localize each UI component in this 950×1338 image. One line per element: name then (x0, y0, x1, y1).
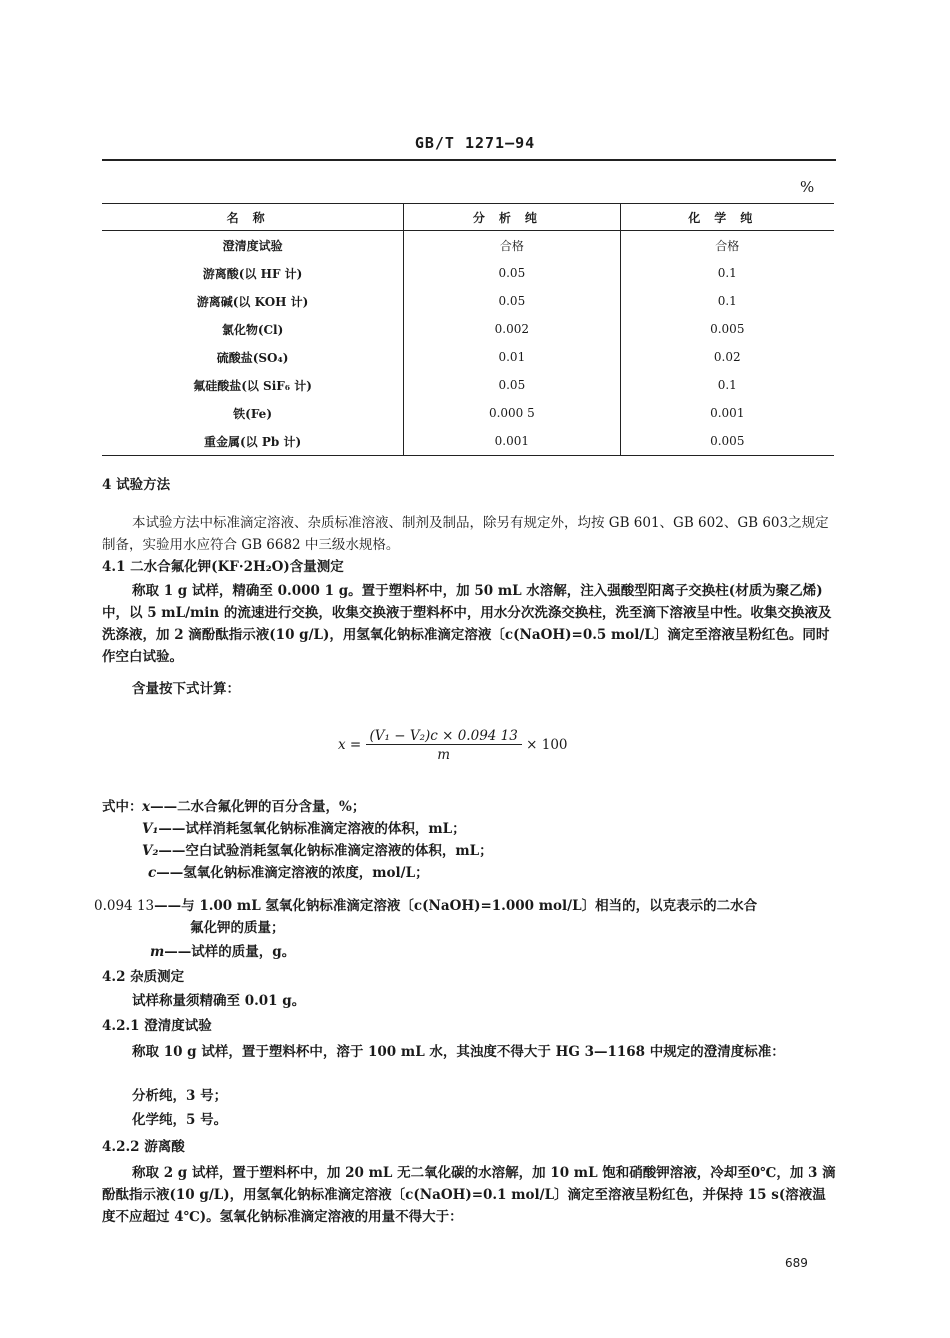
section-4-2-2-text: 称取 2 g 试样，置于塑料杯中，加 20 mL 无二氧化碳的水溶解，加 10 mL 饱和硝酸钾溶液，冷却至0℃，加 3 滴酚酞指示液(10 g/L)，用氢氧化钠标准滴定溶液〔c(NaOH)=0.1 mol/L〕滴定至溶液呈粉红色，并保持 15 s(溶液温度不应超过 4℃)。氢氧化钠标准滴定溶液的用量不得大于： (102, 1165, 836, 1225)
calc-intro: 含量按下式计算： (132, 681, 240, 697)
table-row (102, 343, 834, 371)
formula-numerator: (V₁ − V₂)c × 0.094 13 (366, 728, 522, 745)
table-header-row (102, 204, 834, 231)
where-symbol: 0.094 13 (94, 898, 155, 914)
table-cell-item: 游离碱(以 KOH 计) (196, 294, 309, 309)
column-header-analytical: 分析纯 (404, 204, 620, 231)
where-symbol: x (142, 799, 151, 815)
table-row (102, 231, 834, 260)
where-desc: ——氢氧化钠标准滴定溶液的浓度，mol/L； (156, 865, 429, 881)
table-cell-item: 氯化物(Cl) (221, 322, 284, 337)
where-item-continuation: 氟化钾的质量； (190, 920, 285, 936)
table-cell-chemical: 0.005 (620, 315, 834, 343)
column-header-name: 名称 (102, 204, 404, 231)
where-item-c (142, 862, 493, 884)
where-desc: ——二水合氟化钾的百分含量，%； (150, 799, 366, 815)
table-cell-item: 铁(Fe) (233, 406, 272, 421)
where-symbol: V₁ (142, 821, 159, 837)
where-item-v1 (142, 818, 493, 840)
header-rule (102, 159, 836, 161)
where-symbol: V₂ (142, 843, 159, 859)
table-cell-chemical: 0.02 (620, 343, 834, 371)
where-item-x (142, 796, 493, 818)
table-cell-chemical: 0.1 (620, 371, 834, 399)
column-header-chemical: 化学纯 (620, 204, 834, 231)
formula-lhs: x = (338, 737, 362, 753)
table-row (102, 259, 834, 287)
where-item-m (150, 941, 295, 963)
table-cell-chemical: 合格 (620, 231, 834, 260)
table-cell-chemical: 0.001 (620, 399, 834, 427)
table-cell-chemical: 0.1 (620, 259, 834, 287)
table-cell-analytical: 0.05 (404, 371, 620, 399)
where-symbol: c (148, 865, 157, 881)
clarity-item-analytical: 分析纯，3 号； (132, 1088, 228, 1104)
table-cell-chemical: 0.1 (620, 287, 834, 315)
where-item-v2 (142, 840, 493, 862)
table-cell-analytical: 0.05 (404, 287, 620, 315)
section-4-intro: 本试验方法中标准滴定溶液、杂质标准溶液、制剂及制品，除另有规定外，均按 GB 601、GB 602、GB 603之规定制备，实验用水应符合 GB 6682 中三级水规格。 (102, 515, 829, 553)
specification-table (102, 203, 834, 456)
section-4-2-2-title: 4.2.2 游离酸 (102, 1139, 185, 1155)
section-4-2-1-text: 称取 10 g 试样，置于塑料杯中，溶于 100 mL 水，其浊度不得大于 HG 3—1168 中规定的澄清度标准： (132, 1044, 785, 1060)
section-4-1-text: 称取 1 g 试样，精确至 0.000 1 g。置于塑料杯中，加 50 mL 水溶解，注入强酸型阳离子交换柱(材质为聚乙烯)中，以 5 mL/min 的流速进行交换，收集交换液于塑料杯中，用水分次洗涤交换柱，洗至滴下溶液呈中性。收集交换液及洗涤液，加 2 滴酚酞指示液(10 g/L)，用氢氧化钠标准滴定溶液〔c(NaOH)=0.5 mol/L〕滴定至溶液呈粉红色。同时作空白试验。 (102, 583, 832, 665)
clarity-item-chemical: 化学纯，5 号。 (132, 1112, 228, 1128)
where-desc: ——试样消耗氢氧化钠标准滴定溶液的体积，mL； (158, 821, 466, 837)
where-desc: ——空白试验消耗氢氧化钠标准滴定溶液的体积，mL； (158, 843, 493, 859)
page-number: 689 (785, 1256, 808, 1270)
table-unit: % (800, 178, 815, 196)
table-cell-item: 游离酸(以 HF 计) (202, 266, 303, 281)
table-cell-analytical: 0.05 (404, 259, 620, 287)
section-4-1-title: 4.1 二水合氟化钾(KF·2H₂O)含量测定 (102, 559, 344, 575)
where-symbol: m (150, 944, 165, 960)
table-cell-item: 澄清度试验 (222, 238, 283, 253)
where-desc: ——试样的质量，g。 (164, 944, 296, 960)
where-label: 式中： (102, 799, 143, 815)
section-4-2-title: 4.2 杂质测定 (102, 969, 185, 985)
section-4-title: 4 试验方法 (102, 477, 171, 493)
table-cell-analytical: 0.001 (404, 427, 620, 456)
table-cell-item: 硫酸盐(SO₄) (216, 350, 289, 365)
table-cell-item: 重金属(以 Pb 计) (102, 427, 404, 456)
where-desc: ——与 1.00 mL 氢氧化钠标准滴定溶液〔c(NaOH)=1.000 mol/L〕相当的，以克表示的二水合 (154, 898, 758, 914)
table-row (102, 399, 834, 427)
formula-fraction (366, 728, 522, 763)
formula-denominator: m (437, 747, 451, 763)
table-row (102, 371, 834, 399)
table-cell-item: 氟硅酸盐(以 SiF₆ 计) (193, 378, 312, 393)
table-cell-analytical: 合格 (404, 231, 620, 260)
table-row (102, 315, 834, 343)
section-4-2-text: 试样称量须精确至 0.01 g。 (132, 993, 306, 1009)
table-cell-chemical: 0.005 (620, 427, 834, 456)
table-row (102, 287, 834, 315)
section-4-2-1-title: 4.2.1 澄清度试验 (102, 1018, 212, 1034)
content-formula (338, 728, 568, 763)
table-cell-analytical: 0.002 (404, 315, 620, 343)
where-list (142, 796, 493, 884)
formula-rhs: × 100 (526, 737, 568, 753)
where-item-molar-mass (94, 895, 838, 917)
standard-code-header: GB/T 1271—94 (414, 134, 536, 152)
table-row (102, 427, 834, 456)
table-cell-analytical: 0.000 5 (404, 399, 620, 427)
table-cell-analytical: 0.01 (404, 343, 620, 371)
